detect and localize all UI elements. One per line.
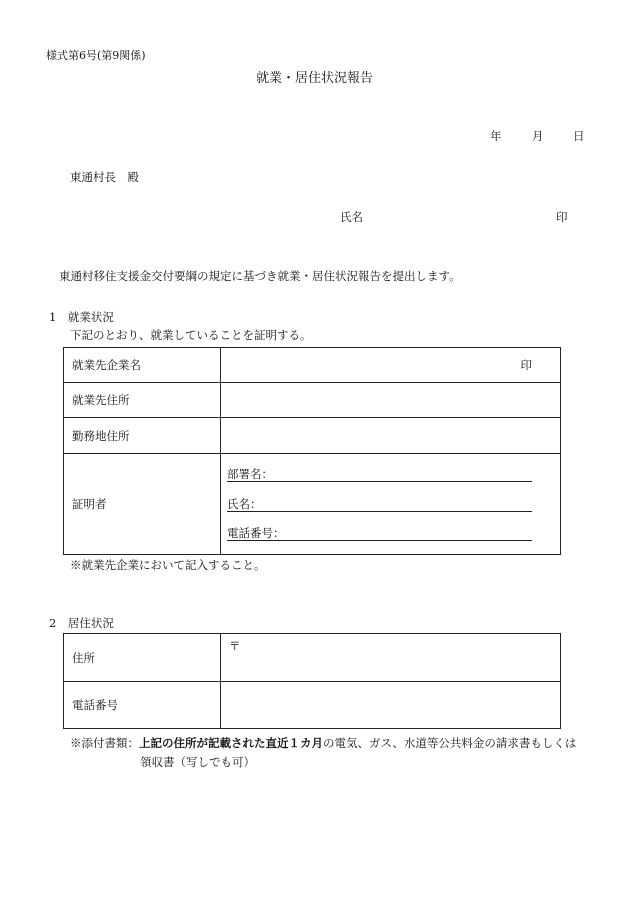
- section1-heading: 1 就業状況: [49, 310, 114, 324]
- attachment-rest: の電気、ガス、水道等公共料金の請求書もしくは: [323, 736, 577, 750]
- certifier-label: 証明者: [64, 454, 221, 555]
- section1-note: ※就業先企業において記入すること。: [70, 558, 266, 572]
- intro-text: 東通村移住支援金交付要綱の規定に基づき就業・居住状況報告を提出します。: [59, 269, 461, 283]
- certifier-name-line[interactable]: [227, 498, 532, 512]
- company-address-cell[interactable]: [221, 383, 561, 418]
- residence-address-label: 住所: [64, 634, 221, 682]
- applicant-name-label: 氏名: [340, 210, 363, 224]
- section1-lead: 下記のとおり、就業していることを証明する。: [70, 328, 312, 342]
- company-address-label: 就業先住所: [64, 383, 221, 418]
- certifier-name-label: 氏名：: [227, 497, 262, 511]
- applicant-seal: 印: [556, 210, 568, 224]
- residence-table: [63, 633, 561, 729]
- company-seal: 印: [520, 358, 532, 372]
- attachment-note-line2: 領収書（写しでも可）: [140, 755, 255, 769]
- certifier-phone-line[interactable]: [227, 527, 532, 541]
- certifier-cell: [221, 454, 561, 555]
- certifier-phone-label: 電話番号：: [227, 526, 285, 540]
- company-name-label: 就業先企業名: [64, 348, 221, 383]
- addressee: 東通村長 殿: [70, 170, 139, 184]
- work-address-label: 勤務地住所: [64, 418, 221, 454]
- company-name-cell[interactable]: [221, 348, 561, 383]
- residence-address-cell[interactable]: [221, 634, 561, 682]
- attachment-bold: 上記の住所が記載された直近１カ月: [139, 736, 323, 750]
- certifier-dept-line[interactable]: [227, 468, 532, 482]
- work-address-cell[interactable]: [221, 418, 561, 454]
- date-month: 月: [532, 129, 544, 143]
- attachment-label: ※添付書類：: [70, 736, 139, 750]
- postal-mark: 〒: [229, 639, 241, 653]
- employment-table: [63, 347, 561, 555]
- document-title: 就業・居住状況報告: [256, 71, 374, 86]
- section2-heading: 2 居住状況: [49, 616, 114, 630]
- form-number: 様式第6号(第9関係): [46, 49, 146, 62]
- date-year: 年: [490, 129, 502, 143]
- certifier-dept-label: 部署名：: [227, 467, 273, 481]
- residence-phone-label: 電話番号: [64, 682, 221, 729]
- residence-phone-cell[interactable]: [221, 682, 561, 729]
- date-day: 日: [573, 129, 585, 143]
- attachment-note: [70, 735, 576, 751]
